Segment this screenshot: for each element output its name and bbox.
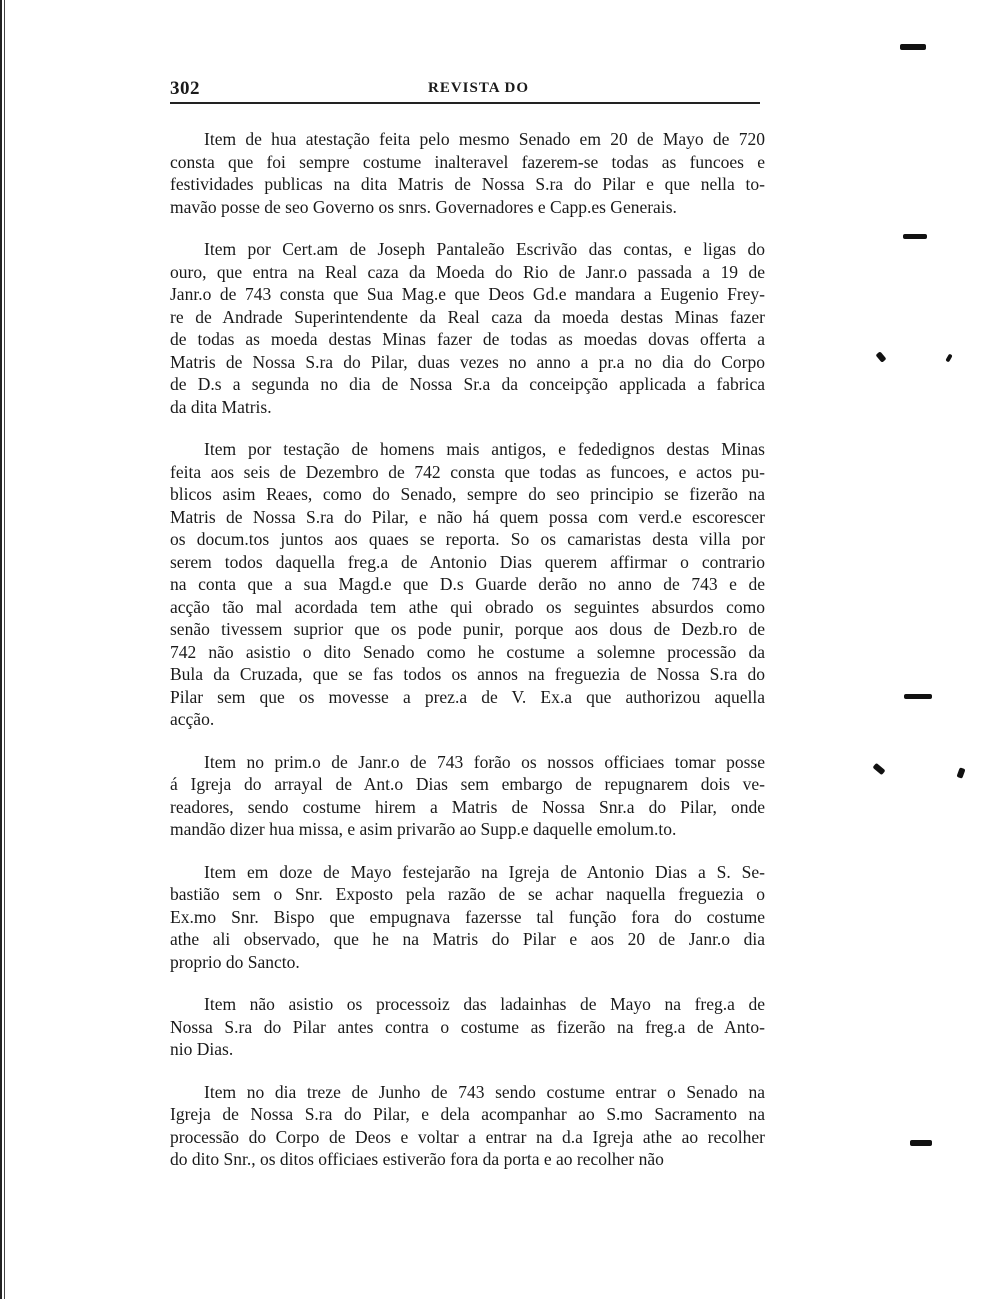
text-line: readores, sendo costume hirem a Matris de Nossa Snr.a do Pilar, onde: [170, 796, 765, 817]
text-line: na conta que a sua Magd.e que D.s Guarde derão no anno de 743 e de: [170, 574, 765, 594]
text-line: Item no dia treze de Junho de 743 sendo costume entrar o Senado na: [204, 1081, 765, 1102]
text-line: nio Dias.: [170, 1039, 234, 1059]
text-line: processão do Corpo de Deos e voltar a entrar na d.a Igreja athe ao recolher: [170, 1126, 765, 1147]
text-line: do dito Snr., os ditos officiaes estiverão fora da porta e ao recolher não: [170, 1149, 664, 1169]
paragraph: [170, 861, 765, 974]
scan-left-border: [0, 0, 6, 1299]
text-line: Item em doze de Mayo festejarão na Igreja de Antonio Dias a S. Se-: [204, 861, 765, 882]
text-line: Item por testação de homens mais antigos, e fededignos destas Minas: [204, 439, 765, 459]
margin-mark: [904, 694, 932, 699]
margin-mark: [945, 354, 952, 363]
text-line: feita aos seis de Dezembro de 742 consta que todas as funcoes, e actos pu-: [170, 461, 765, 482]
margin-mark: [956, 767, 965, 778]
text-line: serem todos daquella freg.a de Antonio Dias querem affirmar o contrario: [170, 551, 765, 572]
text-line: Ex.mo Snr. Bispo que empugnava fazersse tal função fora do costume: [170, 906, 765, 927]
text-line: de todas as moeda destas Minas fazer de todas as moedas dovas offerta a: [170, 329, 765, 349]
text-line: Item no prim.o de Janr.o de 743 forão os nossos officiaes tomar posse: [204, 751, 765, 772]
paragraph: [170, 238, 765, 418]
text-line: proprio do Sancto.: [170, 951, 300, 972]
margin-mark: [900, 44, 926, 50]
text-body: [170, 128, 765, 1191]
text-line: consta que foi sempre costume inalteravel fazerem-se todas as funcoes e: [170, 151, 765, 172]
text-line: Matris de Nossa S.ra do Pilar, duas vezes no anno a pr.a no dia do Corpo: [170, 351, 765, 372]
margin-mark: [872, 763, 885, 775]
text-line: da dita Matris.: [170, 396, 272, 417]
text-line: acção tão mal acordada tem athe qui obrado os seguintes absurdos como: [170, 596, 765, 617]
text-line: acção.: [170, 709, 215, 729]
text-line: á Igreja do arrayal de Ant.o Dias sem embargo de repugnarem dois ve-: [170, 774, 765, 794]
text-line: Bula da Cruzada, que se fas todos os annos na freguezia de Nossa S.ra do: [170, 664, 765, 684]
paragraph: [170, 438, 765, 731]
paragraph: [170, 128, 765, 218]
text-line: Item de hua atestação feita pelo mesmo Senado em 20 de Mayo de 720: [204, 129, 765, 149]
page-header: [170, 78, 760, 102]
text-line: Item não asistio os processoiz das ladainhas de Mayo na freg.a de: [204, 994, 765, 1014]
page-number: 302: [170, 78, 200, 99]
text-line: Igreja de Nossa S.ra do Pilar, e dela acompanhar ao S.mo Sacramento na: [170, 1104, 765, 1124]
text-line: senão tivessem suprior que os pode punir, porque aos dous de Dezb.ro de: [170, 619, 765, 639]
text-line: os docum.tos juntos aos quaes se reporta. So os camaristas desta villa por: [170, 529, 765, 549]
text-line: Matris de Nossa S.ra do Pilar, e não há quem possa com verd.e escorescer: [170, 506, 765, 527]
paragraph: [170, 993, 765, 1061]
text-line: blicos asim Reaes, como do Senado, sempre do seo principio se fizerão na: [170, 484, 765, 504]
header-rule: [170, 102, 760, 104]
text-line: festividades publicas na dita Matris de Nossa S.ra do Pilar e que nella to-: [170, 174, 765, 194]
text-line: ouro, que entra na Real caza da Moeda do Rio de Janr.o passada a 19 de: [170, 261, 765, 282]
text-line: Nossa S.ra do Pilar antes contra o costume as fizerão na freg.a de Anto-: [170, 1016, 765, 1037]
text-line: bastião sem o Snr. Exposto pela razão de se achar naquella freguezia o: [170, 884, 765, 904]
paragraph: [170, 751, 765, 841]
paragraph: [170, 1081, 765, 1171]
margin-mark: [903, 234, 927, 239]
text-line: athe ali observado, que he na Matris do Pilar e aos 20 de Janr.o dia: [170, 929, 765, 949]
text-line: 742 não asistio o dito Senado como he costume a solemne processão da: [170, 641, 765, 662]
margin-mark: [910, 1140, 932, 1146]
text-line: Janr.o de 743 consta que Sua Mag.e que Deos Gd.e mandara a Eugenio Frey-: [170, 284, 765, 304]
running-title: REVISTA DO: [428, 80, 529, 96]
text-line: Item por Cert.am de Joseph Pantaleão Escrivão das contas, e ligas do: [204, 239, 765, 259]
margin-mark: [875, 351, 886, 363]
text-line: mavão posse de seo Governo os snrs. Governadores e Capp.es Generais.: [170, 196, 677, 217]
text-line: Pilar sem que os movesse a prez.a de V. Ex.a que authorizou aquella: [170, 686, 765, 707]
text-line: re de Andrade Superintendente da Real caza da moeda destas Minas fazer: [170, 306, 765, 327]
text-line: de D.s a segunda no dia de Nossa Sr.a da conceipção applicada a fabrica: [170, 374, 765, 394]
text-line: mandão dizer hua missa, e asim privarão ao Supp.e daquelle emolum.to.: [170, 819, 677, 839]
